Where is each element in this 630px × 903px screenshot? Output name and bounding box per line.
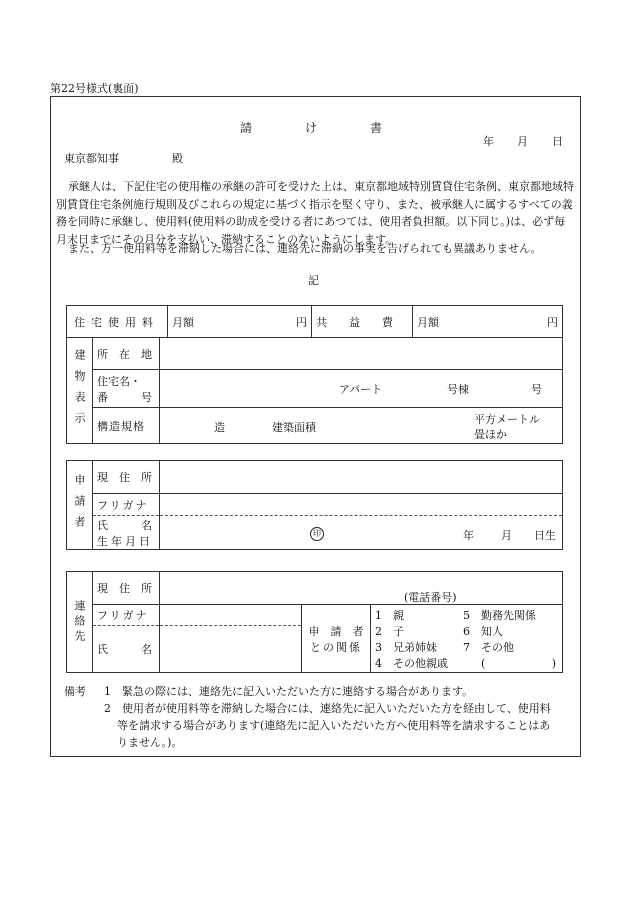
structure-input[interactable]	[160, 408, 563, 444]
note-2-line-1: 2 使用者が使用料等を滞納した場合には、連絡先に記入いただいた方を経由して、使用料	[104, 702, 551, 715]
common-prefix: 月額	[417, 315, 439, 329]
contact-name-input[interactable]	[160, 625, 302, 672]
form-label: 第22号様式(裏面)	[50, 82, 139, 95]
rent-label: 住宅使用料	[74, 315, 159, 329]
name-input[interactable]	[160, 370, 563, 408]
building-group-label: 建物表示	[67, 338, 93, 444]
common-label: 共 益 費	[316, 315, 393, 329]
note-2-line-2: 等を請求する場合があります(連絡先に記入いただいた方へ使用料等を請求することはあ	[117, 719, 551, 732]
building-table	[66, 337, 563, 444]
form-title: 請 け 書	[240, 121, 384, 135]
relation-option-1[interactable]: 1 親	[375, 609, 404, 622]
contact-furigana-label: フリガナ	[93, 605, 160, 626]
applicant-name-label-cell	[93, 516, 160, 550]
relation-option-6[interactable]: 6 知人	[463, 625, 503, 638]
body-paragraph-1: 承継人は、下記住宅の使用権の承継の許可を受けた上は、東京都地域特別賃貸住宅条例、東京都地域特別賃貸住宅条例施行規則及びこれらの規定に基づく指示を堅く守り、また、被承継人に属するすべての義務を同時に承継し、使用料(使用料の助成を受ける者にあつては、使用者負担額。以下同じ。)は、必ず毎月末日までにその月分を支払い、滞納することのないようにします。	[56, 180, 574, 246]
phone-label: (電話番号)	[404, 591, 457, 604]
relation-option-2[interactable]: 2 子	[375, 625, 404, 638]
relation-option-4[interactable]: 4 その他親戚	[375, 657, 448, 670]
dob-day: 日生	[534, 528, 556, 542]
contact-furigana-input[interactable]	[160, 605, 302, 626]
contact-address-input[interactable]	[160, 572, 563, 605]
relation-option-7[interactable]: 7 その他	[463, 641, 514, 654]
dob-year: 年	[463, 528, 474, 542]
applicant-address-label: 現 住 所	[93, 461, 160, 494]
rent-unit: 円	[296, 315, 307, 329]
contact-group-label: 連絡先	[67, 572, 93, 673]
common-unit: 円	[547, 315, 558, 329]
name-label-cell	[93, 370, 160, 408]
rent-prefix: 月額	[172, 315, 194, 329]
rent-input[interactable]	[168, 306, 312, 338]
paren-open: (	[481, 657, 486, 670]
applicant-name-label: 氏 名	[97, 518, 152, 532]
applicant-furigana-label: フリガナ	[93, 494, 160, 516]
contact-name-label: 氏 名	[93, 625, 160, 672]
relation-label-cell	[302, 605, 371, 673]
applicant-group-label: 申請者	[67, 461, 93, 550]
note-2-line-3: りません。)。	[117, 736, 183, 749]
applicant-name-input[interactable]	[160, 516, 563, 550]
body-paragraph-2: また、万一使用料等を滞納した場合には、連絡先に滞納の事実を告げられても異議ありません。	[68, 242, 542, 255]
location-input[interactable]	[160, 338, 563, 370]
rent-label-cell	[67, 306, 168, 338]
sqm-unit: 平方メートル	[474, 412, 540, 426]
notes-block	[104, 683, 551, 751]
room-no-label: 号	[531, 382, 542, 396]
common-input[interactable]	[413, 306, 563, 338]
paren-close: )	[551, 657, 556, 670]
date-day: 日	[552, 135, 563, 148]
contact-address-label: 現 住 所	[93, 572, 160, 605]
fee-table	[66, 305, 563, 338]
relation-options[interactable]	[371, 605, 563, 673]
location-label: 所 在 地	[93, 338, 160, 370]
date-month: 月	[517, 135, 528, 148]
tatami-unit: 畳ほか	[474, 427, 507, 441]
seal-mark: 印	[310, 527, 324, 541]
ki-label: 記	[308, 274, 319, 287]
dob-month: 月	[501, 528, 512, 542]
relation-label-1: 申 請 者	[308, 624, 364, 638]
date-year: 年	[483, 135, 494, 148]
structure-label: 構造規格	[93, 408, 160, 444]
applicant-furigana-input[interactable]	[160, 494, 563, 516]
name-label-1: 住宅名・	[97, 374, 141, 388]
applicant-address-input[interactable]	[160, 461, 563, 494]
building-no-label: 号棟	[447, 382, 469, 396]
floor-area-label: 建築面積	[272, 420, 316, 434]
apartment-label: アパート	[339, 382, 383, 396]
note-1: 1 緊急の際には、連絡先に記入いただいた方に連絡する場合があります。	[104, 685, 474, 698]
relation-label-2: との関係	[310, 640, 362, 654]
applicant-table	[66, 460, 563, 550]
relation-option-5[interactable]: 5 勤務先関係	[463, 609, 536, 622]
common-label-cell	[312, 306, 413, 338]
contact-table	[66, 571, 563, 673]
name-label-2: 番 号	[97, 390, 152, 404]
relation-option-3[interactable]: 3 兄弟姉妹	[375, 641, 437, 654]
structure-value: 造	[214, 420, 225, 434]
applicant-dob-label: 生年月日	[97, 534, 153, 548]
honorific: 殿	[172, 152, 183, 165]
addressee: 東京都知事	[64, 152, 119, 165]
notes-label: 備考	[64, 685, 86, 698]
